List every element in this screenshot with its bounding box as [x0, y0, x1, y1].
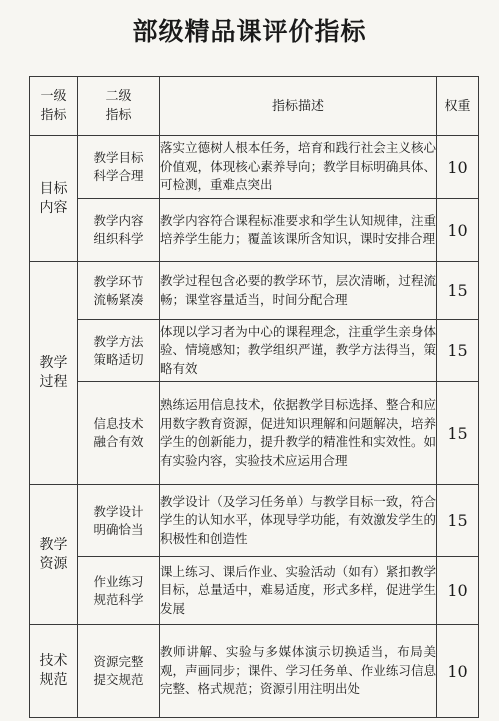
- table-row: [30, 199, 479, 262]
- category-cell: 教学资源: [30, 485, 78, 625]
- weight-cell: 10: [437, 557, 479, 625]
- description-cell: 教学过程包含必要的教学环节，层次清晰，过程流畅；课堂容量适当，时间分配合理: [160, 262, 437, 320]
- weight-cell: 10: [437, 625, 479, 718]
- weight-cell: 15: [437, 382, 479, 485]
- table-row: [30, 382, 479, 485]
- sub-indicator-cell: 教学内容组织科学: [78, 199, 160, 262]
- description-cell: 落实立德树人根本任务，培育和践行社会主义核心价值观，体现核心素养导向；教学目标明确具体、可检测，重难点突出: [160, 136, 437, 199]
- description-cell: 教学内容符合课程标准要求和学生认知规律，注重培养学生能力；覆盖该课所含知识，课时安排合理: [160, 199, 437, 262]
- table-row: [30, 262, 479, 320]
- table-row: [30, 485, 479, 557]
- weight-cell: 15: [437, 485, 479, 557]
- weight-cell: 15: [437, 320, 479, 382]
- category-cell: 技术规范: [30, 625, 78, 718]
- description-cell: 教师讲解、实验与多媒体演示切换适当，布局美观，声画同步；课件、学习任务单、作业练习信息完整、格式规范；资源引用注明出处: [160, 625, 437, 718]
- category-cell: 目标内容: [30, 136, 78, 262]
- table-row: [30, 625, 479, 718]
- weight-cell: 10: [437, 136, 479, 199]
- description-cell: 熟练运用信息技术，依据教学目标选择、整合和应用数字教育资源，促进知识理解和问题解决，培养学生的创新能力，提升教学的精准性和实效性。如有实验内容，实验技术应运用合理: [160, 382, 437, 485]
- header-weight: 权重: [437, 77, 479, 136]
- header-description: 指标描述: [160, 77, 437, 136]
- description-cell: 教学设计（及学习任务单）与教学目标一致，符合学生的认知水平，体现导学功能，有效激发学生的积极性和创造性: [160, 485, 437, 557]
- category-cell: 教学过程: [30, 262, 78, 485]
- description-cell: 体现以学习者为中心的课程理念，注重学生亲身体验、情境感知；教学组织严谨，教学方法得当，策略有效: [160, 320, 437, 382]
- sub-indicator-cell: 资源完整提交规范: [78, 625, 160, 718]
- evaluation-table: [29, 76, 479, 718]
- weight-cell: 15: [437, 262, 479, 320]
- description-cell: 课上练习、课后作业、实验活动（如有）紧扣教学目标，总量适中，难易适度，形式多样，促进学生发展: [160, 557, 437, 625]
- sub-indicator-cell: 信息技术融合有效: [78, 382, 160, 485]
- weight-cell: 10: [437, 199, 479, 262]
- header-level1: 一级指标: [30, 77, 78, 136]
- sub-indicator-cell: 作业练习规范科学: [78, 557, 160, 625]
- table-row: [30, 557, 479, 625]
- table-header-row: [30, 77, 479, 136]
- table-row: [30, 320, 479, 382]
- table-row: [30, 136, 479, 199]
- sub-indicator-cell: 教学目标科学合理: [78, 136, 160, 199]
- sub-indicator-cell: 教学方法策略适切: [78, 320, 160, 382]
- sub-indicator-cell: 教学设计明确恰当: [78, 485, 160, 557]
- header-level2: 二级指标: [78, 77, 160, 136]
- sub-indicator-cell: 教学环节流畅紧凑: [78, 262, 160, 320]
- page-title: 部级精品课评价指标: [132, 17, 367, 46]
